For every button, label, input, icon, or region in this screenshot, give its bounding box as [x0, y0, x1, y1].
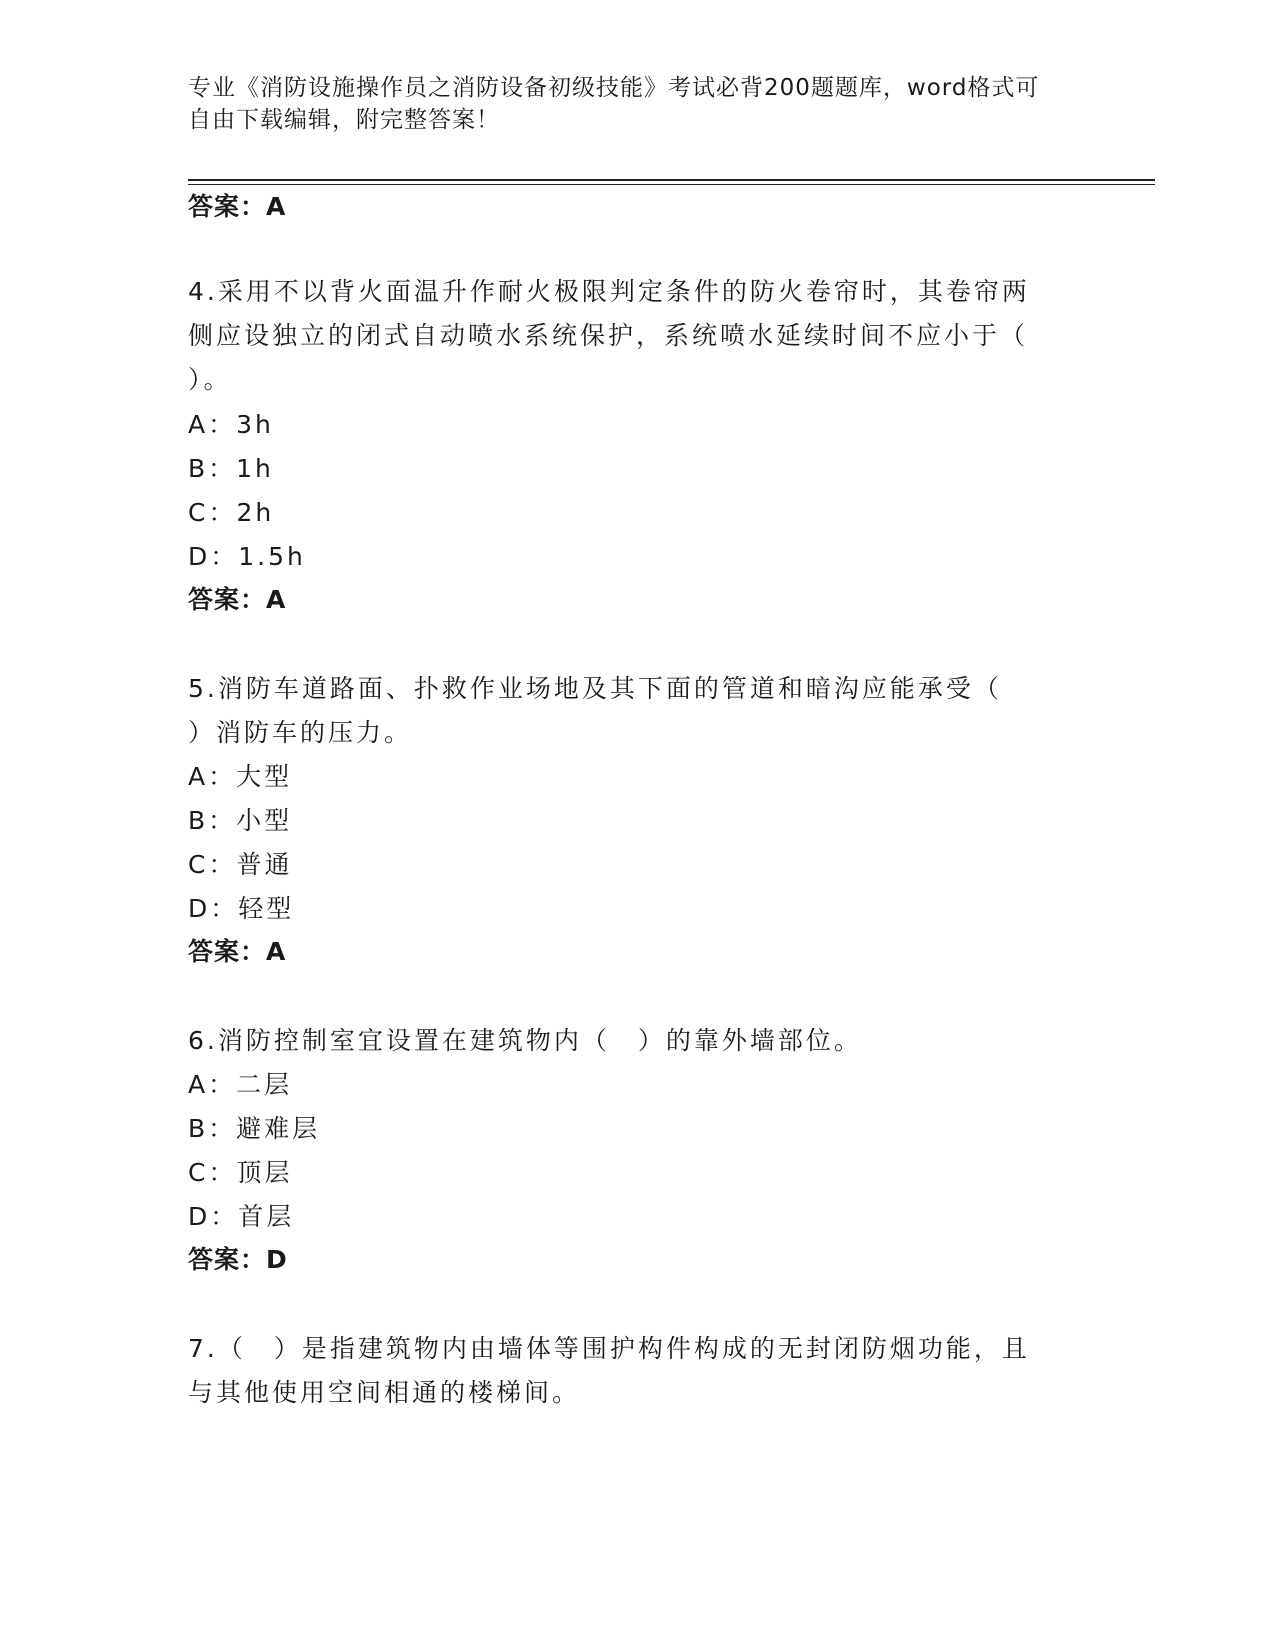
question-7-stem-line-1: 7.（ ）是指建筑物内由墙体等围护构件构成的无封闭防烟功能，且 [188, 1334, 1030, 1363]
question-4-answer: 答案：A [188, 585, 287, 614]
question-4-stem-line-1: 4.采用不以背火面温升作耐火极限判定条件的防火卷帘时，其卷帘两 [188, 277, 1030, 306]
header-line-2: 自由下载编辑，附完整答案！ [188, 107, 500, 133]
question-5-option-a: A：大型 [188, 762, 293, 791]
question-6-option-d: D：首层 [188, 1202, 295, 1231]
document-header [188, 72, 1088, 136]
question-4-stem-line-2: 侧应设独立的闭式自动喷水系统保护，系统喷水延续时间不应小于（ [188, 321, 1029, 350]
question-5-option-d: D：轻型 [188, 894, 295, 923]
header-divider-thin [188, 184, 1155, 185]
question-6-stem-line-1: 6.消防控制室宜设置在建筑物内（ ）的靠外墙部位。 [188, 1026, 862, 1055]
question-4-option-b: B：1h [188, 454, 274, 483]
question-5-answer: 答案：A [188, 937, 287, 966]
question-4-option-d: D：1.5h [188, 542, 306, 571]
previous-answer: 答案：A [188, 192, 287, 221]
question-6-option-b: B：避难层 [188, 1114, 321, 1143]
question-5-stem-line-2: ）消防车的压力。 [188, 718, 413, 747]
question-4-option-c: C：2h [188, 498, 275, 527]
question-5-stem-line-1: 5.消防车道路面、扑救作业场地及其下面的管道和暗沟应能承受（ [188, 674, 1002, 703]
question-6-option-c: C：顶层 [188, 1158, 293, 1187]
question-5-option-c: C：普通 [188, 850, 293, 879]
header-divider [188, 179, 1155, 181]
question-6-option-a: A：二层 [188, 1070, 293, 1099]
question-7-stem-line-2: 与其他使用空间相通的楼梯间。 [188, 1378, 581, 1407]
question-4-option-a: A：3h [188, 410, 274, 439]
question-6-answer: 答案：D [188, 1245, 288, 1274]
question-4-stem-line-3: ）。 [188, 365, 232, 394]
question-5-option-b: B：小型 [188, 806, 293, 835]
header-line-1: 专业《消防设施操作员之消防设备初级技能》考试必背200题题库，word格式可 [188, 75, 1040, 101]
